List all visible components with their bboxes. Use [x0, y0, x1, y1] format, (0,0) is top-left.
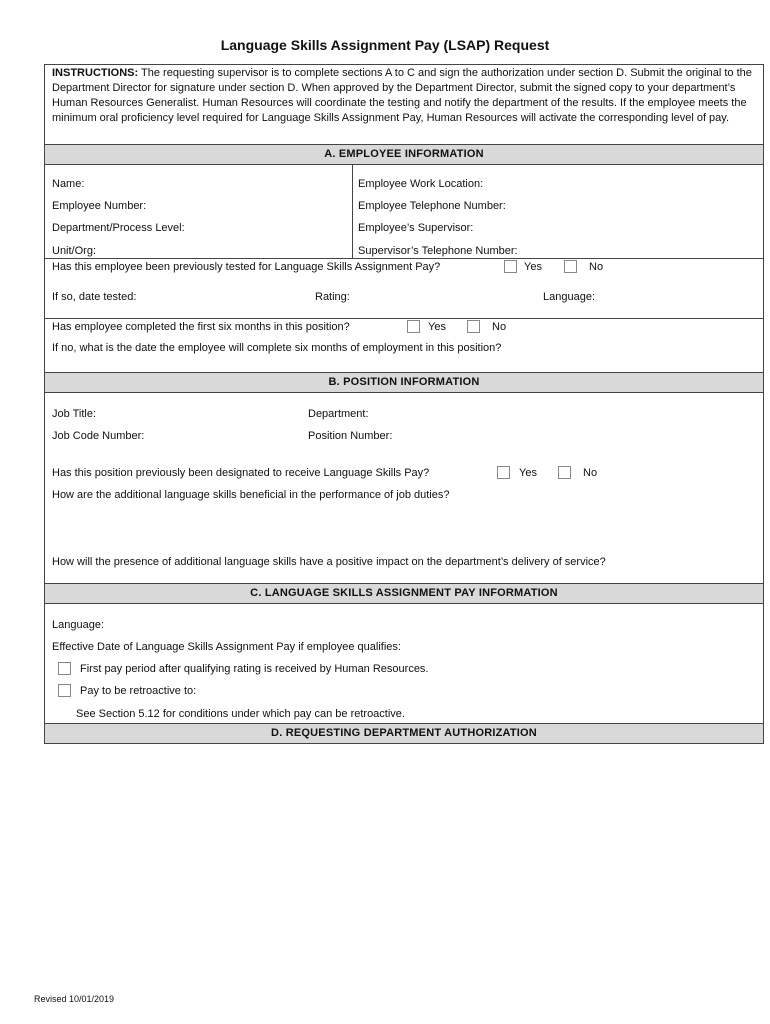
first-pay-period-checkbox[interactable] [58, 662, 71, 675]
rating-label: Rating: [315, 291, 350, 303]
effective-date-label: Effective Date of Language Skills Assignment Pay if employee qualifies: [52, 641, 401, 653]
designated-no-checkbox[interactable] [558, 466, 571, 479]
tested-yes-checkbox[interactable] [504, 260, 517, 273]
retroactive-note: See Section 5.12 for conditions under which pay can be retroactive. [76, 708, 405, 720]
designated-question: Has this position previously been designated to receive Language Skills Pay? [52, 467, 430, 479]
six-months-yes-label: Yes [428, 321, 446, 333]
instructions-label: INSTRUCTIONS: [52, 67, 139, 79]
section-d-header: D. REQUESTING DEPARTMENT AUTHORIZATION [44, 723, 764, 744]
unit-org-label: Unit/Org: [52, 245, 97, 257]
department-level-label: Department/Process Level: [52, 222, 185, 234]
instructions-text: The requesting supervisor is to complete sections A to C and sign the authorization under section D. Submit the original to the Department Director for signature under section D. When approved by the Department Director, submit the signed copy to your department’s Human Resources Generalist. Human Resources will coordinate the testing and notify the department of the results. If the employee meets the minimum oral proficiency level required for Language Skills Assignment Pay, Human Resources will activate the corresponding level of pay. [52, 67, 752, 124]
six-months-no-checkbox[interactable] [467, 320, 480, 333]
department-label: Department: [308, 408, 369, 420]
designated-yes-checkbox[interactable] [497, 466, 510, 479]
employee-telephone-label: Employee Telephone Number: [358, 200, 506, 212]
page-title: Language Skills Assignment Pay (LSAP) Request [220, 37, 550, 53]
tested-no-checkbox[interactable] [564, 260, 577, 273]
retroactive-checkbox[interactable] [58, 684, 71, 697]
section-a-rule-2 [44, 318, 764, 319]
tested-yes-label: Yes [524, 261, 542, 273]
job-title-label: Job Title: [52, 408, 97, 420]
first-pay-period-label: First pay period after qualifying rating is received by Human Resources. [80, 663, 429, 675]
instructions-block [52, 66, 756, 126]
six-months-question: Has employee completed the first six months in this position? [52, 321, 350, 333]
six-months-date-question: If no, what is the date the employee will complete six months of employment in this position? [52, 342, 502, 354]
retroactive-label: Pay to be retroactive to: [80, 685, 197, 697]
section-b-header: B. POSITION INFORMATION [44, 372, 764, 393]
revision-footer: Revised 10/01/2019 [34, 994, 115, 1004]
supervisor-label: Employee’s Supervisor: [358, 222, 474, 234]
designated-yes-label: Yes [519, 467, 537, 479]
language-label: Language: [52, 619, 104, 631]
position-number-label: Position Number: [308, 430, 393, 442]
tested-language-label: Language: [543, 291, 595, 303]
designated-no-label: No [583, 467, 598, 479]
tested-no-label: No [589, 261, 604, 273]
section-a-divider [352, 165, 353, 258]
six-months-no-label: No [492, 321, 507, 333]
six-months-yes-checkbox[interactable] [407, 320, 420, 333]
supervisor-phone-label: Supervisor’s Telephone Number: [358, 245, 518, 257]
employee-number-label: Employee Number: [52, 200, 147, 212]
work-location-label: Employee Work Location: [358, 178, 484, 190]
section-c-header: C. LANGUAGE SKILLS ASSIGNMENT PAY INFORMATION [44, 583, 764, 604]
job-code-label: Job Code Number: [52, 430, 145, 442]
section-a-header: A. EMPLOYEE INFORMATION [44, 144, 764, 165]
tested-question: Has this employee been previously tested for Language Skills Assignment Pay? [52, 261, 441, 273]
beneficial-question: How are the additional language skills beneficial in the performance of job duties? [52, 489, 450, 501]
name-label: Name: [52, 178, 85, 190]
impact-question: How will the presence of additional language skills have a positive impact on the department’s delivery of service? [52, 556, 606, 568]
section-a-rule-1 [44, 258, 764, 259]
date-tested-label: If so, date tested: [52, 291, 137, 303]
